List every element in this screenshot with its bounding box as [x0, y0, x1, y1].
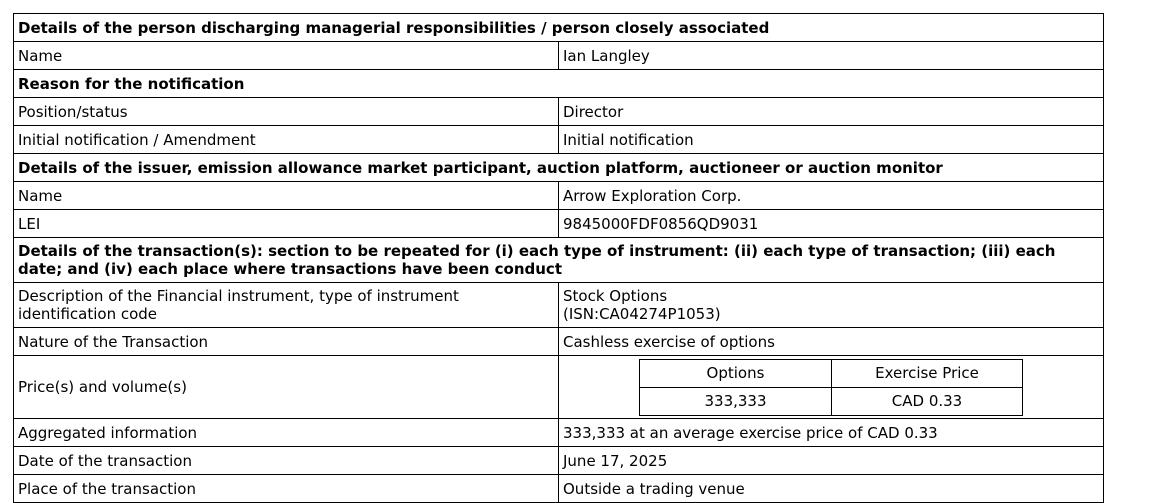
nature-value: Cashless exercise of options — [559, 328, 1104, 356]
place-value: Outside a trading venue — [559, 475, 1104, 503]
date-label: Date of the transaction — [14, 447, 559, 475]
description-value — [559, 283, 1104, 328]
aggregated-value: 333,333 at an average exercise price of CAD 0.33 — [559, 419, 1104, 447]
description-isin: (ISN:CA04274P1053) — [563, 305, 721, 323]
table-row — [14, 328, 1104, 356]
section-header-row — [14, 154, 1104, 182]
table-row — [14, 210, 1104, 238]
description-label: Description of the Financial instrument, type of instrument identification code — [14, 283, 559, 328]
section-header-row — [14, 70, 1104, 98]
table-row — [14, 42, 1104, 70]
section-transaction-heading: Details of the transaction(s): section to be repeated for (i) each type of instrument: (ii) each type of transaction; (iii) each date; and (iv) each place where transactions have been conduct — [14, 238, 1104, 283]
section-reason-heading: Reason for the notification — [14, 70, 1104, 98]
aggregated-label: Aggregated information — [14, 419, 559, 447]
price-volume-cell — [559, 356, 1104, 419]
table-row — [14, 98, 1104, 126]
position-label: Position/status — [14, 98, 559, 126]
name-value: Ian Langley — [559, 42, 1104, 70]
place-label: Place of the transaction — [14, 475, 559, 503]
table-row — [14, 447, 1104, 475]
lei-value: 9845000FDF0856QD9031 — [559, 210, 1104, 238]
name-label: Name — [14, 42, 559, 70]
issuer-name-value: Arrow Exploration Corp. — [559, 182, 1104, 210]
price-volume-table — [639, 359, 1023, 416]
table-row — [14, 475, 1104, 503]
table-row — [14, 419, 1104, 447]
options-header: Options — [640, 360, 832, 388]
price-volume-header-row — [640, 360, 1023, 388]
description-instrument: Stock Options — [563, 287, 668, 305]
section-pdmr-heading: Details of the person discharging managerial responsibilities / person closely associated — [14, 14, 1104, 42]
section-header-row — [14, 238, 1104, 283]
lei-label: LEI — [14, 210, 559, 238]
table-row — [14, 283, 1104, 328]
nature-label: Nature of the Transaction — [14, 328, 559, 356]
position-value: Director — [559, 98, 1104, 126]
table-row — [14, 356, 1104, 419]
options-value: 333,333 — [640, 388, 832, 416]
exercise-price-header: Exercise Price — [832, 360, 1023, 388]
table-row — [14, 126, 1104, 154]
section-header-row — [14, 14, 1104, 42]
initial-notification-value: Initial notification — [559, 126, 1104, 154]
date-value: June 17, 2025 — [559, 447, 1104, 475]
price-volume-label: Price(s) and volume(s) — [14, 356, 559, 419]
table-row — [14, 182, 1104, 210]
exercise-price-value: CAD 0.33 — [832, 388, 1023, 416]
price-volume-value-row — [640, 388, 1023, 416]
section-issuer-heading: Details of the issuer, emission allowance market participant, auction platform, auctioneer or auction monitor — [14, 154, 1104, 182]
initial-notification-label: Initial notification / Amendment — [14, 126, 559, 154]
issuer-name-label: Name — [14, 182, 559, 210]
pdmr-notification-table — [13, 13, 1104, 503]
